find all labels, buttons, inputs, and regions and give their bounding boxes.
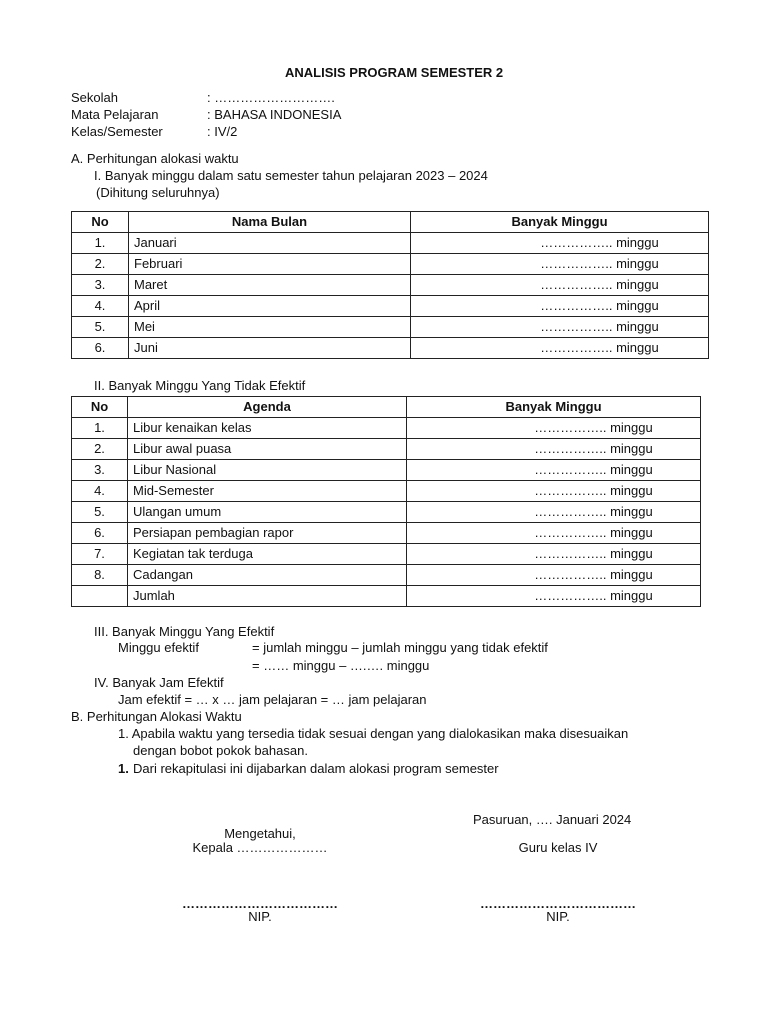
part3-calc: = …… minggu – ….…. minggu xyxy=(252,658,430,673)
col-header-weeks: Banyak Minggu xyxy=(411,212,709,233)
row-weeks: …………….. minggu xyxy=(407,565,701,586)
row-no: 4. xyxy=(72,481,128,502)
table-row xyxy=(72,317,709,338)
teacher-nip: NIP. xyxy=(546,909,570,924)
row-agenda: Persiapan pembagian rapor xyxy=(128,523,407,544)
principal-signature-line: ……………………………… xyxy=(182,896,338,911)
row-weeks: …………….. minggu xyxy=(407,544,701,565)
row-weeks: …………….. minggu xyxy=(407,460,701,481)
principal-nip: NIP. xyxy=(248,909,272,924)
table-row xyxy=(72,481,701,502)
principal-label: Kepala ………………… xyxy=(192,840,328,855)
section-b-item2-text: Dari rekapitulasi ini dijabarkan dalam alokasi program semester xyxy=(133,761,499,776)
row-month: Februari xyxy=(129,254,411,275)
section-b-heading: B. Perhitungan Alokasi Waktu xyxy=(71,709,242,724)
part4-formula: Jam efektif = … x … jam pelajaran = … jam pelajaran xyxy=(118,692,427,707)
col-header-no: No xyxy=(72,397,128,418)
identity-value-class: : IV/2 xyxy=(207,124,238,139)
months-table xyxy=(71,211,709,359)
row-no: 5. xyxy=(72,317,129,338)
row-month: Mei xyxy=(129,317,411,338)
row-weeks: …………….. minggu xyxy=(411,275,709,296)
row-no: 5. xyxy=(72,502,128,523)
table-header-row xyxy=(72,397,701,418)
section-b-item1-line2: dengan bobot pokok bahasan. xyxy=(133,743,308,758)
section-b-item2-number: 1. xyxy=(118,761,129,776)
col-header-no: No xyxy=(72,212,129,233)
table-row xyxy=(72,544,701,565)
row-weeks: …………….. minggu xyxy=(411,338,709,359)
teacher-signature-line: ……………………………… xyxy=(480,896,636,911)
row-weeks: …………….. minggu xyxy=(407,523,701,544)
row-no xyxy=(72,586,128,607)
table-row xyxy=(72,233,709,254)
teacher-role: Guru kelas IV xyxy=(518,840,598,855)
table-row xyxy=(72,275,709,296)
row-no: 3. xyxy=(72,275,129,296)
table-row xyxy=(72,338,709,359)
col-header-weeks: Banyak Minggu xyxy=(407,397,701,418)
table-row xyxy=(72,460,701,481)
table-row xyxy=(72,502,701,523)
row-weeks: …………….. minggu xyxy=(411,317,709,338)
row-weeks: …………….. minggu xyxy=(407,439,701,460)
row-weeks: …………….. minggu xyxy=(407,418,701,439)
row-agenda: Libur awal puasa xyxy=(128,439,407,460)
row-month: Juni xyxy=(129,338,411,359)
row-agenda: Libur Nasional xyxy=(128,460,407,481)
row-no: 7. xyxy=(72,544,128,565)
part2-heading: II. Banyak Minggu Yang Tidak Efektif xyxy=(94,378,306,393)
col-header-agenda: Agenda xyxy=(128,397,407,418)
row-month: Maret xyxy=(129,275,411,296)
row-agenda: Libur kenaikan kelas xyxy=(128,418,407,439)
row-no: 1. xyxy=(72,233,129,254)
row-agenda: Mid-Semester xyxy=(128,481,407,502)
identity-label-school: Sekolah xyxy=(71,90,118,105)
row-no: 2. xyxy=(72,254,129,275)
row-agenda: Jumlah xyxy=(128,586,407,607)
row-no: 6. xyxy=(72,338,129,359)
part3-heading: III. Banyak Minggu Yang Efektif xyxy=(94,624,275,639)
table-row xyxy=(72,418,701,439)
row-weeks: …………….. minggu xyxy=(411,254,709,275)
part4-heading: IV. Banyak Jam Efektif xyxy=(94,675,224,690)
row-no: 2. xyxy=(72,439,128,460)
row-no: 4. xyxy=(72,296,129,317)
row-weeks: …………….. minggu xyxy=(407,586,701,607)
row-agenda: Kegiatan tak terduga xyxy=(128,544,407,565)
row-agenda: Ulangan umum xyxy=(128,502,407,523)
row-no: 3. xyxy=(72,460,128,481)
table-row xyxy=(72,439,701,460)
place-date: Pasuruan, …. Januari 2024 xyxy=(473,812,632,827)
row-weeks: …………….. minggu xyxy=(407,481,701,502)
part3-formula: = jumlah minggu – jumlah minggu yang tidak efektif xyxy=(252,640,548,655)
table-row xyxy=(72,565,701,586)
table-row xyxy=(72,296,709,317)
identity-label-class: Kelas/Semester xyxy=(71,124,163,139)
table-row xyxy=(72,254,709,275)
part1-line2: (Dihitung seluruhnya) xyxy=(96,185,220,200)
identity-label-subject: Mata Pelajaran xyxy=(71,107,159,122)
row-weeks: …………….. minggu xyxy=(411,296,709,317)
part3-label: Minggu efektif xyxy=(118,640,199,655)
row-no: 6. xyxy=(72,523,128,544)
table-total-row xyxy=(72,586,701,607)
col-header-month: Nama Bulan xyxy=(129,212,411,233)
row-month: April xyxy=(129,296,411,317)
acknowledged-label: Mengetahui, xyxy=(224,826,296,841)
row-weeks: …………….. minggu xyxy=(407,502,701,523)
part1-line1: I. Banyak minggu dalam satu semester tahun pelajaran 2023 – 2024 xyxy=(94,168,488,183)
identity-value-school: : ………………………. xyxy=(207,90,335,105)
row-agenda: Cadangan xyxy=(128,565,407,586)
page-title: ANALISIS PROGRAM SEMESTER 2 xyxy=(285,65,504,80)
identity-value-subject: : BAHASA INDONESIA xyxy=(207,107,342,122)
non-effective-weeks-table xyxy=(71,396,701,607)
section-b-item1-line1: 1. Apabila waktu yang tersedia tidak sesuai dengan yang dialokasikan maka disesuaikan xyxy=(118,726,629,741)
table-row xyxy=(72,523,701,544)
row-no: 1. xyxy=(72,418,128,439)
row-weeks: …………….. minggu xyxy=(411,233,709,254)
row-month: Januari xyxy=(129,233,411,254)
row-no: 8. xyxy=(72,565,128,586)
table-header-row xyxy=(72,212,709,233)
section-a-heading: A. Perhitungan alokasi waktu xyxy=(71,151,239,166)
